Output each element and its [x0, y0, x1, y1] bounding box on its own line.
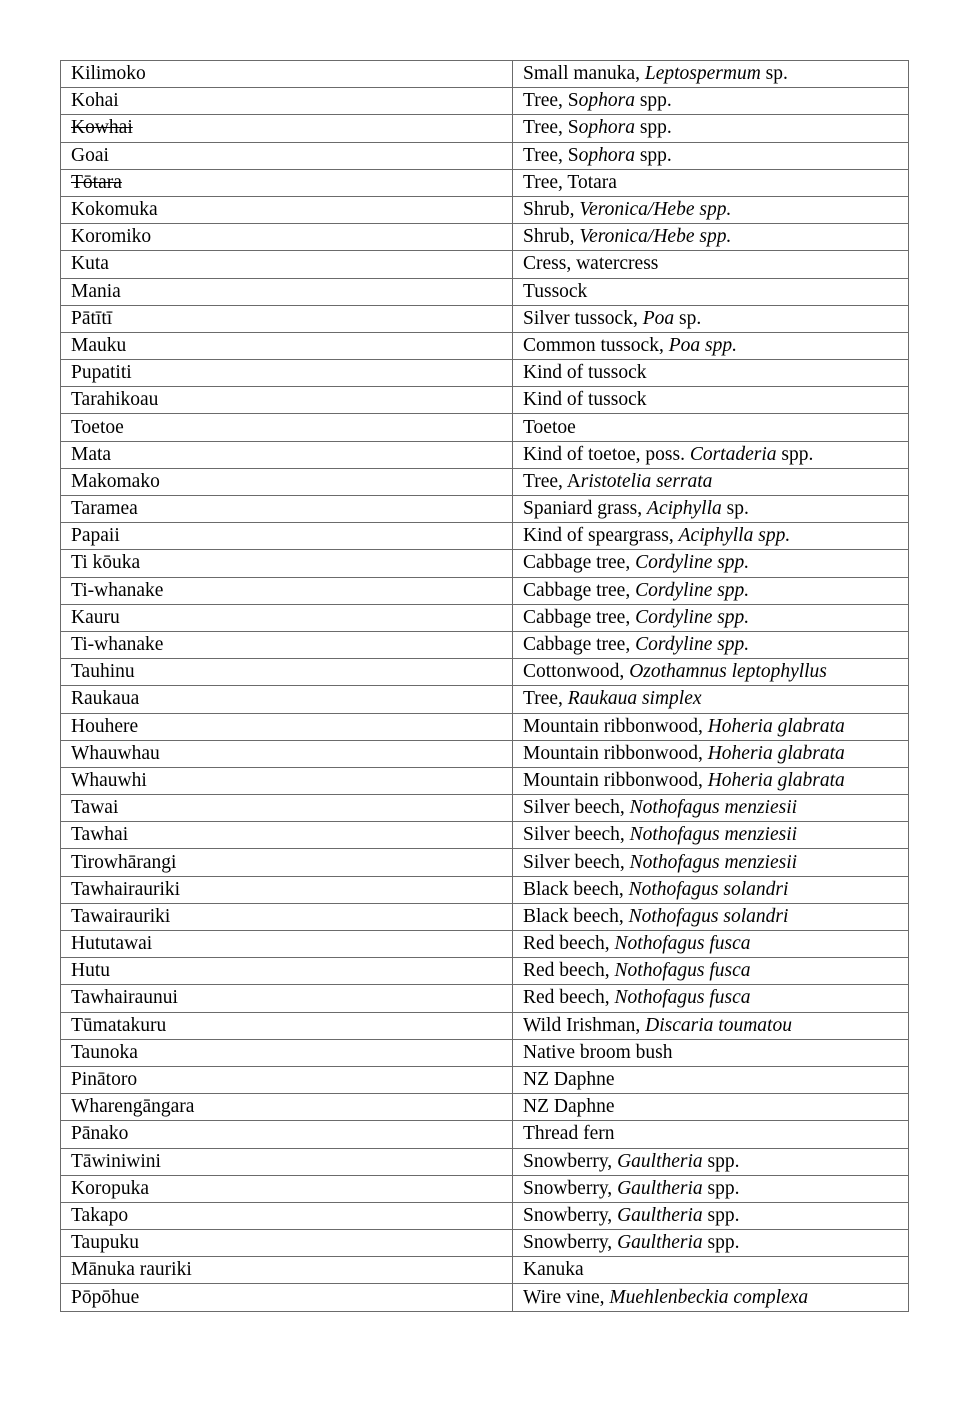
maori-name: Taramea	[71, 498, 138, 520]
plant-description-cell	[513, 550, 909, 577]
maori-name-cell	[61, 61, 513, 88]
plant-description-cell	[513, 88, 909, 115]
maori-name: Whauwhi	[71, 769, 147, 791]
scientific-name: Hoheria glabrata	[707, 715, 845, 737]
description-text: sp.	[674, 307, 702, 329]
maori-name-struck: Tōtara	[71, 171, 122, 193]
plant-description-cell	[513, 305, 909, 332]
table-row	[61, 659, 909, 686]
maori-name: Ti-whanake	[71, 579, 164, 601]
description-text: Cabbage tree,	[523, 606, 636, 628]
scientific-name: Nothofagus fusca	[614, 987, 751, 1009]
maori-name-cell	[61, 1230, 513, 1257]
scientific-name: Hoheria glabrata	[707, 769, 845, 791]
description-text: Wild Irishman,	[523, 1014, 646, 1036]
maori-name: Kokomuka	[71, 199, 158, 221]
scientific-name: Aciphylla spp.	[678, 525, 791, 547]
maori-name: Pātītī	[71, 307, 113, 329]
maori-name: Hutu	[71, 960, 110, 982]
maori-name: Pupatiti	[71, 362, 132, 384]
maori-name-cell	[61, 332, 513, 359]
scientific-name: Cortaderia	[689, 443, 777, 465]
scientific-name: ophora	[578, 90, 635, 112]
description-text: Silver tussock,	[523, 307, 643, 329]
maori-name: Pānako	[71, 1123, 129, 1145]
description-text: spp.	[776, 443, 814, 465]
plant-description-cell	[513, 387, 909, 414]
description-text: Tree, Totara	[523, 171, 617, 193]
maori-name-cell	[61, 577, 513, 604]
table-row	[61, 278, 909, 305]
maori-name: Kilimoko	[71, 63, 146, 85]
table-row	[61, 985, 909, 1012]
scientific-name: Aciphylla	[647, 498, 722, 520]
table-row	[61, 441, 909, 468]
plant-description-cell	[513, 278, 909, 305]
maori-name-struck: Kowhai	[71, 117, 133, 139]
maori-name-cell	[61, 196, 513, 223]
description-text: Cabbage tree,	[523, 634, 636, 656]
plant-description-cell	[513, 1175, 909, 1202]
maori-name: Ti kōuka	[71, 552, 141, 574]
table-row	[61, 1094, 909, 1121]
table-row	[61, 713, 909, 740]
table-row	[61, 931, 909, 958]
plant-description-cell	[513, 604, 909, 631]
plant-description-cell	[513, 360, 909, 387]
maori-name: Goai	[71, 144, 109, 166]
table-row	[61, 196, 909, 223]
description-text: Shrub,	[523, 226, 580, 248]
plant-description-cell	[513, 1230, 909, 1257]
scientific-name: Nothofagus menziesii	[629, 797, 798, 819]
table-row	[61, 305, 909, 332]
maori-name-cell	[61, 958, 513, 985]
description-text: spp.	[634, 90, 672, 112]
maori-name-cell	[61, 1039, 513, 1066]
plant-description-cell	[513, 196, 909, 223]
table-row	[61, 468, 909, 495]
maori-name-cell	[61, 822, 513, 849]
description-text: Shrub,	[523, 199, 580, 221]
table-row	[61, 1039, 909, 1066]
maori-name-cell	[61, 795, 513, 822]
table-row	[61, 387, 909, 414]
maori-name: Takapo	[71, 1204, 129, 1226]
plant-description-cell	[513, 224, 909, 251]
plant-description-cell	[513, 903, 909, 930]
table-row	[61, 142, 909, 169]
scientific-name: Nothofagus solandri	[628, 878, 789, 900]
table-row	[61, 1148, 909, 1175]
description-text: Wire vine,	[523, 1286, 610, 1308]
description-text: Tussock	[523, 280, 588, 302]
maori-name-cell	[61, 604, 513, 631]
maori-name: Mānuka rauriki	[71, 1259, 192, 1281]
table-row	[61, 740, 909, 767]
plant-description-cell	[513, 115, 909, 142]
table-row	[61, 224, 909, 251]
scientific-name: Cordyline spp.	[635, 552, 750, 574]
plant-description-cell	[513, 1066, 909, 1093]
table-row	[61, 115, 909, 142]
maori-name-cell	[61, 1148, 513, 1175]
description-text: Kind of tussock	[523, 389, 647, 411]
scientific-name: Nothofagus menziesii	[629, 851, 798, 873]
description-text: Kind of speargrass,	[523, 525, 679, 547]
maori-name: Pinātoro	[71, 1069, 138, 1091]
plant-description-cell	[513, 822, 909, 849]
description-text: Silver beech,	[523, 851, 630, 873]
maori-name: Mata	[71, 443, 112, 465]
description-text: Silver beech,	[523, 797, 630, 819]
plant-description-cell	[513, 740, 909, 767]
scientific-name: Gaultheria	[617, 1204, 703, 1226]
table-row	[61, 1284, 909, 1311]
table-row	[61, 822, 909, 849]
scientific-name: Discaria toumatou	[645, 1014, 792, 1036]
maori-name-cell	[61, 903, 513, 930]
maori-name-cell	[61, 169, 513, 196]
description-text: spp.	[702, 1204, 740, 1226]
table-row	[61, 767, 909, 794]
description-text: Common tussock,	[523, 334, 669, 356]
maori-name: Whauwhau	[71, 742, 160, 764]
description-text: Cabbage tree,	[523, 552, 636, 574]
maori-name-cell	[61, 305, 513, 332]
table-row	[61, 577, 909, 604]
scientific-name: Cordyline spp.	[635, 579, 750, 601]
maori-name: Koromiko	[71, 226, 152, 248]
scientific-name: ophora	[578, 144, 635, 166]
description-text: Black beech,	[523, 905, 629, 927]
plant-description-cell	[513, 795, 909, 822]
description-text: Spaniard grass,	[523, 498, 648, 520]
maori-name: Tāwiniwini	[71, 1150, 161, 1172]
description-text: Kind of toetoe, poss.	[523, 443, 690, 465]
plant-description-cell	[513, 1284, 909, 1311]
maori-name: Tarahikoau	[71, 389, 159, 411]
maori-name-cell	[61, 115, 513, 142]
maori-name-cell	[61, 659, 513, 686]
scientific-name: Cordyline spp.	[635, 634, 750, 656]
maori-name-cell	[61, 414, 513, 441]
maori-name: Koropuka	[71, 1177, 149, 1199]
maori-name: Houhere	[71, 715, 139, 737]
table-row	[61, 686, 909, 713]
maori-name-cell	[61, 278, 513, 305]
plant-description-cell	[513, 496, 909, 523]
description-text: NZ Daphne	[523, 1069, 615, 1091]
description-text: sp.	[721, 498, 749, 520]
maori-name-cell	[61, 88, 513, 115]
plant-description-cell	[513, 1012, 909, 1039]
maori-name-cell	[61, 550, 513, 577]
maori-name-cell	[61, 849, 513, 876]
description-text: Tree, S	[523, 144, 579, 166]
maori-name-cell	[61, 1284, 513, 1311]
maori-name: Taunoka	[71, 1041, 138, 1063]
scientific-name: Ozothamnus leptophyllus	[629, 661, 827, 683]
plant-description-cell	[513, 441, 909, 468]
maori-name: Tawairauriki	[71, 905, 171, 927]
scientific-name: Gaultheria	[617, 1232, 703, 1254]
plant-description-cell	[513, 142, 909, 169]
table-row	[61, 1257, 909, 1284]
plant-description-cell	[513, 414, 909, 441]
plant-description-cell	[513, 332, 909, 359]
description-text: Mountain ribbonwood,	[523, 715, 708, 737]
maori-name: Kuta	[71, 253, 109, 275]
description-text: Tree,	[523, 688, 568, 710]
scientific-name: Leptospermum	[644, 63, 761, 85]
plant-description-cell	[513, 876, 909, 903]
plant-description-cell	[513, 1121, 909, 1148]
plant-description-cell	[513, 169, 909, 196]
maori-name: Tirowhārangi	[71, 851, 177, 873]
plant-description-cell	[513, 686, 909, 713]
maori-name-cell	[61, 740, 513, 767]
table-body	[61, 61, 909, 1312]
plant-description-cell	[513, 1039, 909, 1066]
maori-name-cell	[61, 441, 513, 468]
maori-name-cell	[61, 142, 513, 169]
plant-description-cell	[513, 958, 909, 985]
table-row	[61, 61, 909, 88]
plant-description-cell	[513, 523, 909, 550]
table-row	[61, 523, 909, 550]
description-text: Cabbage tree,	[523, 579, 636, 601]
table-row	[61, 1202, 909, 1229]
plant-description-cell	[513, 468, 909, 495]
table-row	[61, 251, 909, 278]
scientific-name: Hoheria glabrata	[707, 742, 845, 764]
description-text: Tree, S	[523, 90, 579, 112]
table-row	[61, 1066, 909, 1093]
plant-names-table	[60, 60, 909, 1312]
maori-name: Tawhairauriki	[71, 878, 181, 900]
scientific-name: Poa spp.	[668, 334, 737, 356]
scientific-name: Gaultheria	[617, 1150, 703, 1172]
maori-name-cell	[61, 360, 513, 387]
description-text: Mountain ribbonwood,	[523, 742, 708, 764]
scientific-name: Cordyline spp.	[635, 606, 750, 628]
scientific-name: Muehlenbeckia complexa	[609, 1286, 809, 1308]
plant-description-cell	[513, 1202, 909, 1229]
description-text: sp.	[760, 63, 788, 85]
scientific-name: Poa	[642, 307, 675, 329]
maori-name-cell	[61, 468, 513, 495]
table-row	[61, 795, 909, 822]
scientific-name: Nothofagus fusca	[614, 960, 751, 982]
scientific-name: Nothofagus solandri	[628, 905, 789, 927]
maori-name: Taupuku	[71, 1232, 139, 1254]
maori-name: Mania	[71, 280, 121, 302]
table-row	[61, 88, 909, 115]
maori-name: Tawai	[71, 797, 119, 819]
plant-description-cell	[513, 1257, 909, 1284]
description-text: Red beech,	[523, 933, 615, 955]
maori-name: Kauru	[71, 606, 120, 628]
description-text: spp.	[634, 117, 672, 139]
scientific-name: Nothofagus fusca	[614, 933, 751, 955]
maori-name: Papaii	[71, 525, 120, 547]
maori-name: Wharengāngara	[71, 1096, 195, 1118]
maori-name: Tauhinu	[71, 661, 135, 683]
table-row	[61, 849, 909, 876]
maori-name-cell	[61, 251, 513, 278]
table-row	[61, 550, 909, 577]
table-row	[61, 1121, 909, 1148]
scientific-name: Veronica/Hebe spp.	[579, 199, 732, 221]
description-text: Red beech,	[523, 960, 615, 982]
description-text: Small manuka,	[523, 63, 645, 85]
plant-description-cell	[513, 767, 909, 794]
table-row	[61, 604, 909, 631]
scientific-name: ristotelia serrata	[580, 470, 713, 492]
maori-name-cell	[61, 931, 513, 958]
description-text: Toetoe	[523, 416, 576, 438]
table-row	[61, 169, 909, 196]
plant-description-cell	[513, 1148, 909, 1175]
maori-name-cell	[61, 713, 513, 740]
maori-name-cell	[61, 523, 513, 550]
plant-description-cell	[513, 659, 909, 686]
description-text: Thread fern	[523, 1123, 615, 1145]
plant-description-cell	[513, 1094, 909, 1121]
plant-description-cell	[513, 631, 909, 658]
plant-description-cell	[513, 985, 909, 1012]
maori-name-cell	[61, 1066, 513, 1093]
description-text: Cress, watercress	[523, 253, 659, 275]
description-text: Snowberry,	[523, 1232, 618, 1254]
maori-name-cell	[61, 1012, 513, 1039]
description-text: Snowberry,	[523, 1150, 618, 1172]
description-text: Red beech,	[523, 987, 615, 1009]
description-text: Snowberry,	[523, 1177, 618, 1199]
maori-name: Tawhairaunui	[71, 987, 178, 1009]
maori-name-cell	[61, 1094, 513, 1121]
table-row	[61, 1012, 909, 1039]
description-text: Cottonwood,	[523, 661, 630, 683]
description-text: Kind of tussock	[523, 362, 647, 384]
maori-name: Hututawai	[71, 933, 153, 955]
maori-name-cell	[61, 1257, 513, 1284]
table-row	[61, 631, 909, 658]
maori-name-cell	[61, 1121, 513, 1148]
description-text: spp.	[702, 1177, 740, 1199]
scientific-name: Nothofagus menziesii	[629, 824, 798, 846]
plant-description-cell	[513, 61, 909, 88]
table-row	[61, 496, 909, 523]
description-text: NZ Daphne	[523, 1096, 615, 1118]
table-row	[61, 360, 909, 387]
maori-name-cell	[61, 224, 513, 251]
description-text: spp.	[634, 144, 672, 166]
maori-name: Kohai	[71, 90, 119, 112]
scientific-name: Gaultheria	[617, 1177, 703, 1199]
plant-description-cell	[513, 849, 909, 876]
maori-name-cell	[61, 631, 513, 658]
description-text: Black beech,	[523, 878, 629, 900]
description-text: Tree, A	[523, 470, 581, 492]
table-row	[61, 1175, 909, 1202]
maori-name-cell	[61, 767, 513, 794]
plant-description-cell	[513, 577, 909, 604]
maori-name-cell	[61, 387, 513, 414]
maori-name: Ti-whanake	[71, 634, 164, 656]
description-text: spp.	[702, 1232, 740, 1254]
table-row	[61, 414, 909, 441]
scientific-name: ophora	[578, 117, 635, 139]
plant-description-cell	[513, 931, 909, 958]
description-text: Silver beech,	[523, 824, 630, 846]
scientific-name: Raukaua simplex	[567, 688, 702, 710]
maori-name-cell	[61, 876, 513, 903]
maori-name-cell	[61, 496, 513, 523]
scientific-name: Veronica/Hebe spp.	[579, 226, 732, 248]
table-row	[61, 903, 909, 930]
maori-name: Toetoe	[71, 416, 124, 438]
table-row	[61, 1230, 909, 1257]
description-text: Native broom bush	[523, 1041, 673, 1063]
description-text: Snowberry,	[523, 1204, 618, 1226]
table-row	[61, 876, 909, 903]
maori-name-cell	[61, 985, 513, 1012]
maori-name: Tūmatakuru	[71, 1014, 167, 1036]
description-text: Mountain ribbonwood,	[523, 769, 708, 791]
maori-name: Tawhai	[71, 824, 129, 846]
description-text: Kanuka	[523, 1259, 584, 1281]
maori-name-cell	[61, 686, 513, 713]
description-text: spp.	[702, 1150, 740, 1172]
table-row	[61, 332, 909, 359]
maori-name-cell	[61, 1202, 513, 1229]
table-row	[61, 958, 909, 985]
maori-name-cell	[61, 1175, 513, 1202]
description-text: Tree, S	[523, 117, 579, 139]
plant-description-cell	[513, 713, 909, 740]
maori-name: Mauku	[71, 334, 127, 356]
maori-name: Makomako	[71, 470, 160, 492]
maori-name: Pōpōhue	[71, 1286, 140, 1308]
plant-description-cell	[513, 251, 909, 278]
maori-name: Raukaua	[71, 688, 140, 710]
